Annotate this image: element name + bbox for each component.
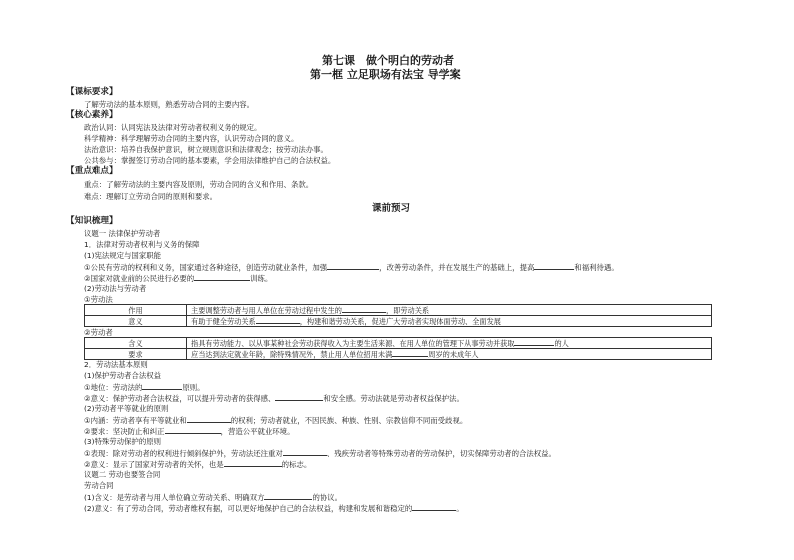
text-segment: 的人 [554, 339, 569, 348]
fill-blank[interactable] [392, 349, 428, 357]
topic1-s2b: (2)劳动者平等就业的原则 [84, 404, 169, 413]
topic1-s2c: (3)特殊劳动保护的原则 [84, 437, 161, 446]
text-segment: 和福利待遇。 [574, 263, 619, 272]
text-segment: ②国家对就业前的公民进行必要的 [84, 274, 195, 283]
text-segment: 的协议。 [312, 493, 343, 502]
text-segment: ①地位：劳动法的 [84, 383, 143, 392]
lesson-title: 第七课 做个明白的劳动者 [322, 54, 454, 67]
text-segment: 和安全感。劳动法就是劳动者权益保护法。 [323, 394, 464, 403]
fill-blank[interactable] [327, 262, 379, 270]
text-segment: (1)含义：是劳动者与用人单位确立劳动关系、明确双方 [84, 493, 265, 502]
text-segment: ①公民有劳动的权利和义务，国家通过各种途径，创造劳动就业条件，加强 [84, 263, 328, 272]
table-value [187, 316, 712, 327]
text-segment: ②意义：保护劳动者合法权益，可以提升劳动者的获得感、 [84, 394, 276, 403]
hexin-item: 法治意识：培养自我保护意识，树立规则意识和法律观念；按劳动法办事。 [84, 145, 328, 154]
text-segment: ，即劳动关系 [385, 306, 430, 315]
fill-blank[interactable] [342, 305, 386, 313]
section-zhishi: 【知识梳理】 [66, 216, 118, 226]
text-segment: ，构建和谐劳动关系，促进广大劳动者实现体面劳动、全面发展 [299, 317, 501, 326]
text-segment: ①表现：除对劳动者的权利进行倾斜保护外，劳动法还注重对 [84, 449, 283, 458]
zhongdian-item: 难点：理解订立劳动合同的原则和要求。 [84, 192, 218, 201]
hexin-item: 科学精神：科学理解劳动合同的主要内容，认识劳动合同的意义。 [84, 134, 299, 143]
text-segment: 的标志。 [281, 460, 312, 469]
text-segment: ①内涵：劳动者享有平等就业和 [84, 416, 187, 425]
table-row [85, 305, 712, 316]
table-key: 作用 [85, 305, 187, 316]
fill-blank[interactable] [534, 262, 574, 270]
labor-law-table [84, 304, 712, 327]
fill-blank[interactable] [194, 273, 250, 281]
fill-blank[interactable] [187, 415, 231, 423]
topic1-s1a-2 [84, 273, 272, 283]
text-segment: 周岁的未成年人 [428, 350, 479, 359]
table-row [85, 349, 712, 360]
topic1-s2: 2．劳动法基本原则 [84, 360, 148, 369]
zhongdian-item: 重点：了解劳动法的主要内容及原则，劳动合同的含义和作用、条款。 [84, 180, 314, 189]
table-value [187, 338, 712, 349]
text-segment: 训练。 [250, 274, 273, 283]
topic1-s1b: (2)劳动法与劳动者 [84, 284, 147, 293]
fill-blank[interactable] [264, 492, 312, 500]
table-row [85, 338, 712, 349]
topic2-s1: 劳动合同 [84, 481, 114, 490]
text-segment: ，改善劳动条件，并在发展生产的基础上，提高 [379, 263, 535, 272]
text-segment: 的权利；劳动者就业，不因民族、种族、性别、宗教信仰不同而受歧视。 [230, 416, 468, 425]
topic1-s1a-1 [84, 262, 619, 272]
fill-blank[interactable] [514, 338, 554, 346]
hexin-item: 公共参与：掌握签订劳动合同的基本要素，学会用法律维护自己的合法权益。 [84, 156, 336, 165]
section-kebiao: 【课标要求】 [66, 87, 118, 97]
section-zhongdian: 【重点难点】 [66, 166, 118, 176]
table-value [187, 349, 712, 360]
topic1-s2c-1 [84, 448, 556, 458]
text-segment: 、残疾劳动者等特殊劳动者的劳动保护，切实保障劳动者的合法权益。 [326, 449, 556, 458]
kebiao-text: 了解劳动法的基本原则，熟悉劳动合同的主要内容。 [84, 100, 254, 109]
fill-blank[interactable] [224, 459, 282, 467]
text-segment: (2)意义：有了劳动合同，劳动者维权有据，可以更好地保护自己的合法权益，构建和发展和谐稳定的 [84, 504, 413, 513]
text-segment: ②要求：坚决防止和纠正 [84, 427, 165, 436]
text-segment: 指具有劳动能力、以从事某种社会劳动获得收入为主要生活来源、在用人单位的管理下从事劳动并获取 [191, 339, 515, 348]
section-preview: 课前预习 [372, 203, 411, 214]
topic1-s2a-1 [84, 382, 205, 392]
topic2-s1-1 [84, 492, 342, 502]
topic2-title: 议题二 劳动也要签合同 [84, 470, 161, 479]
table-key: 要求 [85, 349, 187, 360]
section-hexin: 【核心素养】 [66, 110, 118, 120]
topic1-s1b-2: ②劳动者 [84, 328, 113, 337]
topic1-s1b-1: ①劳动法 [84, 295, 113, 304]
topic1-s1: 1．法律对劳动者权利与义务的保障 [84, 240, 200, 249]
table-key: 含义 [85, 338, 187, 349]
worker-table [84, 337, 712, 360]
table-row [85, 316, 712, 327]
fill-blank[interactable] [412, 503, 456, 511]
fill-blank[interactable] [275, 393, 323, 401]
topic1-s2b-1 [84, 415, 467, 425]
text-segment: ，营造公平就业环境。 [220, 427, 295, 436]
fill-blank[interactable] [256, 316, 300, 324]
topic1-title: 议题一 法律保护劳动者 [84, 229, 161, 238]
lesson-subtitle: 第一框 立足职场有法宝 导学案 [310, 68, 461, 81]
topic1-s2b-2 [84, 426, 294, 436]
topic2-s1-2 [84, 503, 464, 513]
hexin-item: 政治认同：认同宪法及法律对劳动者权利义务的规定。 [84, 123, 262, 132]
text-segment: 主要调整劳动者与用人单位在劳动过程中发生的 [191, 306, 342, 315]
text-segment: 。 [456, 504, 464, 513]
text-segment: 应当达到法定就业年龄，除特殊情况外，禁止用人单位招用未满 [191, 350, 393, 359]
table-value [187, 305, 712, 316]
table-key: 意义 [85, 316, 187, 327]
fill-blank[interactable] [165, 426, 221, 434]
fill-blank[interactable] [283, 448, 327, 456]
topic1-s2a: (1)保护劳动者合法权益 [84, 371, 161, 380]
fill-blank[interactable] [142, 382, 182, 390]
topic1-s2c-2 [84, 459, 311, 469]
topic1-s2a-2 [84, 393, 464, 403]
text-segment: 原则。 [182, 383, 205, 392]
text-segment: ②意义：显示了国家对劳动者的关怀，也是 [84, 460, 224, 469]
text-segment: 有助于健全劳动关系 [191, 317, 256, 326]
topic1-s1a: (1)宪法规定与国家职能 [84, 251, 161, 260]
